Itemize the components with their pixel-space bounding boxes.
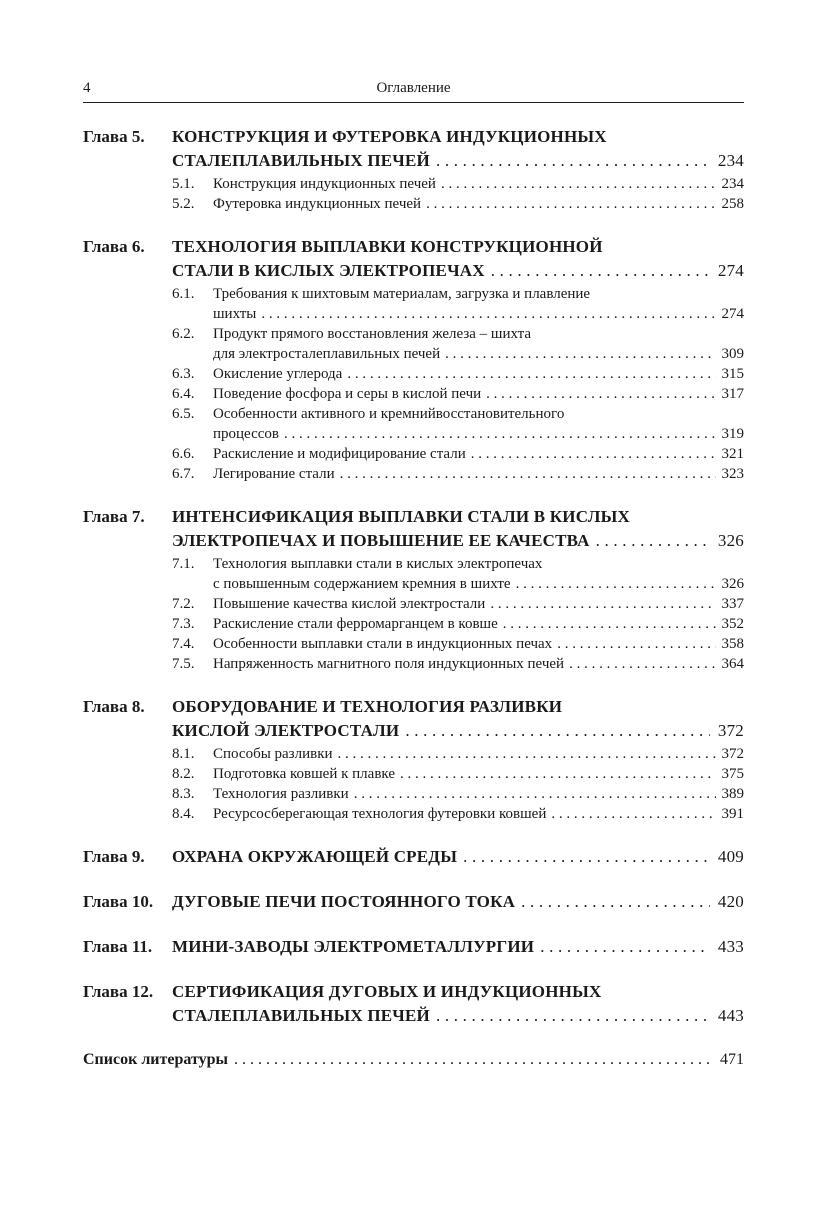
section-title-line: Особенности активного и кремнийвосстановительного [213,406,565,422]
page-number: 4 [83,80,91,96]
bibliography-page: 471 [720,1051,744,1068]
section-list [172,554,744,674]
section-leader-line [213,424,744,444]
section-entry[interactable] [172,284,744,324]
section-page: 389 [721,786,744,802]
chapter-entry[interactable] [83,125,744,214]
section-leader-line [213,174,744,194]
chapter-page: 234 [717,151,744,170]
section-leader-line [213,804,744,824]
chapter-title [172,845,744,869]
section-title-line: Конструкция индукционных печей [213,176,436,192]
section-leader-line [213,384,744,404]
section-page: 319 [721,426,744,442]
dot-leader [354,784,716,804]
section-leader-line [213,304,744,324]
section-title-line: Ресурсосберегающая технология футеровки ковшей [213,806,547,822]
chapter-title-leader-line [172,149,744,173]
section-entry[interactable] [172,614,744,634]
chapter-title-line: ЭЛЕКТРОПЕЧАХ И ПОВЫШЕНИЕ ЕЕ КАЧЕСТВА [172,531,590,550]
section-number: 7.3. [172,616,195,632]
dot-leader [521,890,710,914]
section-page: 258 [721,196,744,212]
section-page: 317 [721,386,744,402]
chapter-title-line: КОНСТРУКЦИЯ И ФУТЕРОВКА ИНДУКЦИОННЫХ [172,127,607,146]
section-page: 352 [721,616,744,632]
chapter-title [172,505,744,553]
chapter-page: 433 [717,937,744,956]
chapter-page: 274 [717,261,744,280]
chapter-entry[interactable] [83,505,744,674]
section-number: 7.4. [172,636,195,652]
chapter-entry[interactable] [83,235,744,484]
section-page: 375 [721,766,744,782]
chapter-title [172,935,744,959]
dot-leader [486,384,715,404]
section-number: 5.1. [172,176,195,192]
section-title-line: Продукт прямого восстановления железа – шихта [213,326,532,342]
section-title-line: Подготовка ковшей к плавке [213,766,395,782]
section-number: 6.3. [172,366,195,382]
chapter-title [172,890,744,914]
dot-leader [340,464,716,484]
chapter-title-line: СТАЛЕПЛАВИЛЬНЫХ ПЕЧЕЙ [172,1006,430,1025]
running-title: Оглавление [376,80,451,96]
chapter-title-line: СТАЛЕПЛАВИЛЬНЫХ ПЕЧЕЙ [172,151,430,170]
section-leader-line [213,744,744,764]
section-leader-line [213,634,744,654]
section-entry[interactable] [172,324,744,364]
section-number: 8.1. [172,746,195,762]
section-title-line: Раскисление стали ферромарганцем в ковше [213,616,498,632]
section-entry[interactable] [172,384,744,404]
section-number: 7.2. [172,596,195,612]
section-title-line: Легирование стали [213,466,335,482]
section-entry[interactable] [172,634,744,654]
chapter-label: Глава 6. [83,237,145,256]
chapter-label: Глава 8. [83,697,145,716]
chapter-title [172,235,744,283]
section-leader-line [213,464,744,484]
dot-leader [400,764,716,784]
section-list [172,174,744,214]
dot-leader [569,654,715,674]
chapter-title-line: ОХРАНА ОКРУЖАЮЩЕЙ СРЕДЫ [172,847,458,866]
section-leader-line [213,194,744,214]
section-title-line: Технология разливки [213,786,349,802]
toc-page [83,78,744,1072]
dot-leader [436,149,710,173]
chapter-page: 409 [717,847,744,866]
section-page: 358 [721,636,744,652]
section-page: 391 [721,806,744,822]
section-entry[interactable] [172,804,744,824]
section-number: 6.4. [172,386,195,402]
section-title-line: Поведение фосфора и серы в кислой печи [213,386,482,402]
section-entry[interactable] [172,174,744,194]
dot-leader [284,424,716,444]
section-title-line: Особенности выплавки стали в индукционных печах [213,636,553,652]
chapter-label: Глава 12. [83,982,154,1001]
section-title-line: Технология выплавки стали в кислых электропечах [213,556,543,572]
section-leader-line [213,764,744,784]
section-number: 6.1. [172,286,195,302]
section-page: 323 [721,466,744,482]
section-page: 274 [721,306,744,322]
chapter-page: 326 [717,531,744,550]
section-title-line: шихты [213,306,257,322]
dot-leader [347,364,715,384]
chapter-label: Глава 9. [83,847,145,866]
chapter-entry[interactable] [83,890,744,914]
section-leader-line [213,444,744,464]
section-number: 8.4. [172,806,195,822]
section-title-line: для электросталеплавильных печей [213,346,441,362]
chapter-title-leader-line [172,890,744,914]
section-page: 364 [721,656,744,672]
dot-leader [338,744,716,764]
chapter-page: 420 [717,892,744,911]
section-list [172,744,744,824]
section-leader-line [213,654,744,674]
section-title-line: Требования к шихтовым материалам, загрузка и плавление [213,286,591,302]
section-page: 326 [721,576,744,592]
section-number: 6.6. [172,446,195,462]
chapter-title [172,695,744,743]
chapter-title-line: КИСЛОЙ ЭЛЕКТРОСТАЛИ [172,721,400,740]
section-number: 5.2. [172,196,195,212]
section-title-line: Футеровка индукционных печей [213,196,422,212]
bibliography-entry[interactable] [83,1048,744,1072]
chapter-page: 443 [717,1006,744,1025]
section-page: 234 [721,176,744,192]
chapter-title-line: ТЕХНОЛОГИЯ ВЫПЛАВКИ КОНСТРУКЦИОННОЙ [172,237,603,256]
chapter-label: Глава 10. [83,892,154,911]
dot-leader [441,174,716,194]
section-entry[interactable] [172,364,744,384]
dot-leader [426,194,715,214]
section-title-line: Напряженность магнитного поля индукционных печей [213,656,565,672]
section-page: 309 [721,346,744,362]
dot-leader [490,594,715,614]
dot-leader [551,804,715,824]
chapter-title [172,125,744,173]
chapter-label: Глава 7. [83,507,145,526]
chapter-title-line: СТАЛИ В КИСЛЫХ ЭЛЕКТРОПЕЧАХ [172,261,485,280]
dot-leader [445,344,715,364]
section-number: 7.1. [172,556,195,572]
section-leader-line [213,344,744,364]
section-title-line: Раскисление и модифицирование стали [213,446,466,462]
chapter-list [83,125,744,1028]
section-title-line: процессов [213,426,279,442]
section-list [172,284,744,484]
dot-leader [471,444,716,464]
chapter-entry[interactable] [83,980,744,1028]
section-page: 315 [721,366,744,382]
section-entry[interactable] [172,784,744,804]
chapter-entry[interactable] [83,695,744,824]
section-leader-line [213,364,744,384]
section-title-line: Способы разливки [213,746,333,762]
section-number: 6.7. [172,466,195,482]
dot-leader [516,574,716,594]
section-entry[interactable] [172,194,744,214]
section-leader-line [213,574,744,594]
chapter-title-leader-line [172,935,744,959]
chapter-title-line: СЕРТИФИКАЦИЯ ДУГОВЫХ И ИНДУКЦИОННЫХ [172,982,602,1001]
dot-leader [436,1004,710,1028]
dot-leader [503,614,716,634]
chapter-page: 372 [717,721,744,740]
section-entry[interactable] [172,764,744,784]
chapter-title-leader-line [172,1004,744,1028]
chapter-entry[interactable] [83,845,744,869]
chapter-title-line: ДУГОВЫЕ ПЕЧИ ПОСТОЯННОГО ТОКА [172,892,516,911]
dot-leader [557,634,715,654]
section-entry[interactable] [172,744,744,764]
section-title-line: Повышение качества кислой электростали [213,596,486,612]
chapter-title-line: ОБОРУДОВАНИЕ И ТЕХНОЛОГИЯ РАЗЛИВКИ [172,697,563,716]
section-leader-line [213,784,744,804]
chapter-title [172,980,744,1028]
section-number: 6.5. [172,406,195,422]
section-entry[interactable] [172,444,744,464]
chapter-title-leader-line [172,719,744,743]
dot-leader [596,529,710,553]
section-entry[interactable] [172,404,744,444]
chapter-label: Глава 11. [83,937,153,956]
section-leader-line [213,594,744,614]
section-page: 337 [721,596,744,612]
dot-leader [463,845,710,869]
section-entry[interactable] [172,464,744,484]
chapter-title-leader-line [172,845,744,869]
section-page: 321 [721,446,744,462]
chapter-entry[interactable] [83,935,744,959]
running-header [83,78,744,103]
dot-leader [491,259,710,283]
section-number: 6.2. [172,326,195,342]
section-entry[interactable] [172,654,744,674]
dot-leader [540,935,710,959]
chapter-title-leader-line [172,259,744,283]
chapter-label: Глава 5. [83,127,145,146]
section-number: 7.5. [172,656,195,672]
dot-leader [261,304,715,324]
chapter-title-line: МИНИ-ЗАВОДЫ ЭЛЕКТРОМЕТАЛЛУРГИИ [172,937,535,956]
section-leader-line [213,614,744,634]
section-title-line: Окисление углерода [213,366,343,382]
section-page: 372 [721,746,744,762]
bibliography-label: Список литературы [83,1051,228,1068]
section-title-line: с повышенным содержанием кремния в шихте [213,576,511,592]
chapter-title-leader-line [172,529,744,553]
section-entry[interactable] [172,554,744,594]
section-number: 8.2. [172,766,195,782]
section-number: 8.3. [172,786,195,802]
section-entry[interactable] [172,594,744,614]
dot-leader [405,719,710,743]
chapter-title-line: ИНТЕНСИФИКАЦИЯ ВЫПЛАВКИ СТАЛИ В КИСЛЫХ [172,507,631,526]
dot-leader [234,1048,712,1072]
